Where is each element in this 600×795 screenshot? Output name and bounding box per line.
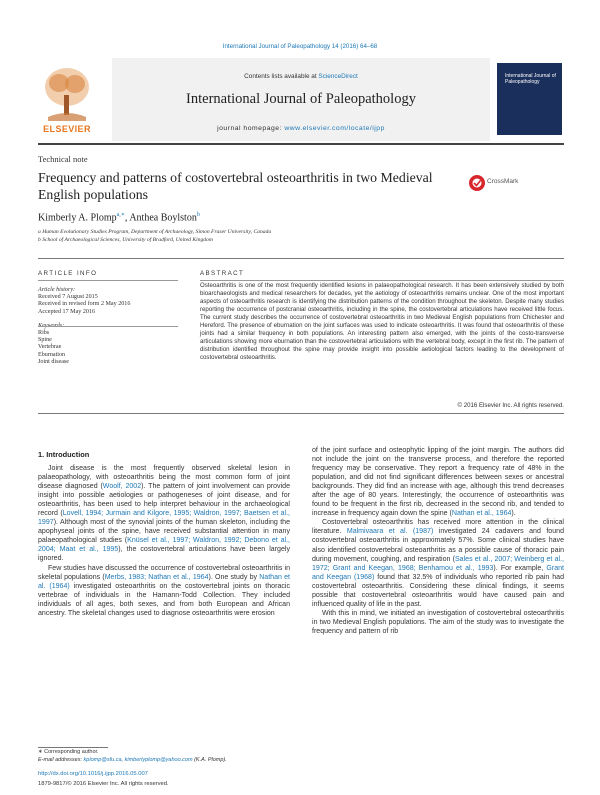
article-info-rule [38,280,178,281]
email-link[interactable]: kimberlyplomp@yahoo.com [124,757,193,763]
keyword: Ribs [38,330,50,337]
abstract-end-rule [38,413,564,414]
citation-link[interactable]: Nathan et al., 1964 [451,510,512,518]
crossmark-label[interactable]: CrossMark [487,178,519,185]
keywords-rule [38,326,178,327]
paragraph-text: With this in mind, we initiated an investigation of costovertebral osteoarthritis in two Medieval English populations. The aim of the study was to investigate the frequency and pattern of rib [312,609,564,635]
email-suffix: (K.A. Plomp). [192,757,227,763]
paragraph-text: ). Although most of the synovial joints of the human skeleton, including the apophyseal joints of the spine, have received substantial attention in many palaeopathological studies ( [38,519,290,545]
abstract-text: Osteoarthritis is one of the most frequently identified lesions in palaeopathological research. It has been extensively studied by both bioarchaeologists and medical researchers for decades, yet the aetiology of osteoarthritis remains unclear. One of the most important aspects of osteoarthritis research is identifying the distribution patterns of the condition throughout the skeleton. Despite many studies reporting the occurrence of postcranial osteoarthritis, including in the spine, the costovertebral articulations have received little focus. The current study describes the occurrence of costovertebral osteoarthritis in two Medieval English populations from Chichester and Hereford. The presence of eburnation on the joint surfaces was used to indicate osteoarthritis. It was found that osteoarthritis of these joints had a similar frequency in both populations. An interesting pattern also emerged, with the joints of the costo-transverse articulations showing more eburnation than the costovertebral articulations with the vertebral body, except in the first rib. The pattern of distribution identified throughout the spine may provide insight into possible aetiological factors leading to the development of costovertebral osteoarthritis. [200,282,564,362]
section-heading-introduction: 1. Introduction [38,450,90,459]
article-info-heading: ARTICLE INFO [38,270,98,277]
author-name[interactable]: , Anthea Boylston [124,212,197,224]
paragraph-text: found that 32.5% of individuals who reported rib pain had costovertebral osteoarthritis. Considering these clinical findings, it seems possible that costovertebral osteoarthritis would have caused pain and influenced quality of life in the past. [312,573,564,608]
abstract-heading: ABSTRACT [200,270,245,277]
contents-prefix: Contents lists available at [244,73,319,80]
paragraph-text: Costovertebral osteoarthritis has received more attention in the clinical literature. [312,519,564,536]
paragraph-text: ). [511,510,516,518]
email-line [38,757,288,763]
article-info [38,287,178,366]
history-revised: Received in revised form 2 May 2016 [38,301,131,308]
citation-link[interactable]: Sales et al., 2007; Weinberg et al., 1972; Grant and Keegan, 1968; Benhamou et al., 1993 [312,555,564,572]
citation-link[interactable]: Merbs, 1983; Nathan et al., 1964 [104,573,209,581]
homepage-link[interactable]: www.elsevier.com/locate/ijpp [284,125,385,132]
article-type: Technical note [38,154,88,164]
body-column-right [312,446,564,636]
paragraph-text: Joint disease is the most frequently observed skeletal lesion in palaeopathology, with osteoarthritis being the most common form of joint disease diagnosed ( [38,465,290,491]
email-separator: , [121,757,125,763]
paragraph [312,609,564,636]
history-accepted: Accepted 17 May 2016 [38,308,96,315]
citation-link[interactable]: Knüsel et al., 1997; Waldron, 1992; Debono et al., 2004; Maat et al., 1995 [38,537,291,554]
citation-link[interactable]: Grant and Keegan (1968) [312,564,565,581]
citation-link[interactable]: Malmivaara et al. (1987) [346,528,434,536]
paragraph-text: Few studies have discussed the occurrence of costovertebral osteoarthritis in skeletal populations ( [38,564,290,581]
header-rule [38,143,564,145]
paragraph-text: ), the costovertebral articulations have been largely ignored. [38,546,290,563]
keyword: Vertebrae [38,344,62,351]
affiliation-a: a Human Evolutionary Studies Program, Department of Archaeology, Simon Fraser University, Canada [38,229,272,235]
history-received: Received 7 August 2015 [38,294,98,301]
elsevier-wordmark: ELSEVIER [43,124,91,134]
paragraph [312,518,564,608]
paragraph [38,464,290,564]
affiliation-b: b School of Archaeological Sciences, University of Bradford, United Kingdom [38,237,213,243]
citation-link[interactable]: Nathan et al. (1964) [38,573,291,590]
corresponding-author: ∗ Corresponding author. [38,749,99,755]
contents-line [112,73,490,80]
issn-copyright: 1879-9817/© 2016 Elsevier Inc. All rights reserved. [38,781,169,787]
author-list [38,211,200,223]
author-affil-sup[interactable]: a,∗ [116,212,125,218]
body-column-left [38,464,290,618]
paragraph-text: investigated 24 cadavers and found costovertebral osteoarthritis in approximately 57%. Some clinical studies have also identified costovertebral osteoarthritis as a possible cause of thoracic pain during movement, coughing, and respiration ( [312,528,564,563]
email-link[interactable]: kplomp@sfu.ca [83,757,122,763]
article-title: Frequency and patterns of costovertebral osteoarthritis in two Medieval English populations [38,170,433,202]
journal-citation[interactable]: International Journal of Paleopathology 14 (2016) 64–68 [222,43,378,50]
history-label: Article history: [38,287,76,293]
email-label: E-mail addresses: [38,757,84,763]
sciencedirect-link[interactable]: ScienceDirect [318,73,358,80]
section-rule [38,258,564,259]
keyword: Spine [38,337,52,344]
journal-homepage [112,125,490,132]
cover-title: International Journal of Paleopathology [505,73,556,85]
citation-link[interactable]: Lovell, 1994; Jurmain and Kilgore, 1995; Waldron, 1997; Baetsen et al., 1997 [38,510,291,527]
journal-title: International Journal of Paleopathology [186,91,416,107]
footnote-rule [38,747,108,748]
paragraph-text: of the joint surface and osteophytic lipping of the joint margin. The authors did not include the joint on the transverse process, and therefore the reported frequency may be conservative. They report a frequency rate of 48% in the population, and did not find significant differences between sexes or ancestral backgrounds. They did find an increase with age, although this trend decreases after the age of 80 years. Interestingly, the occurrence of osteoarthritis was found to be frequent in the first rib, decreased in the second rib, and tended to increase in frequency again down the spine ( [312,447,564,518]
elsevier-tree-logo [38,63,96,131]
citation-link[interactable]: Woolf, 2002 [102,483,142,491]
paragraph [312,446,564,518]
abstract-rule [200,280,564,281]
homepage-prefix: journal homepage: [217,125,285,132]
paragraph [38,564,290,618]
paragraph-text: ). For example, [493,564,547,572]
abstract-copyright: © 2016 Elsevier Inc. All rights reserved. [457,402,564,409]
doi-link[interactable]: http://dx.doi.org/10.1016/j.ijpp.2016.05.007 [38,771,148,777]
paragraph-text: ). The pattern of joint involvement can provide insight into possible aetiologies or pathogeneses of joint disease, and for osteoarthritis, has been used to help interpret behaviour in the archaeological record ( [38,483,290,518]
keyword: Joint disease [38,358,69,365]
paragraph-text: ). One study by [208,573,260,581]
author-affil-sup[interactable]: b [196,212,200,218]
paragraph-text: investigated osteoarthritis on the costovertebral joints on thoracic vertebrae of individuals in the Hamann-Todd Collection. They included individuals of all ages, both sexes, and from both European and African ancestry. The skeletal changes used to diagnose osteoarthritis were erosion [38,582,290,617]
author-name[interactable]: Kimberly A. Plomp [38,212,117,224]
keyword: Eburnation [38,351,66,358]
